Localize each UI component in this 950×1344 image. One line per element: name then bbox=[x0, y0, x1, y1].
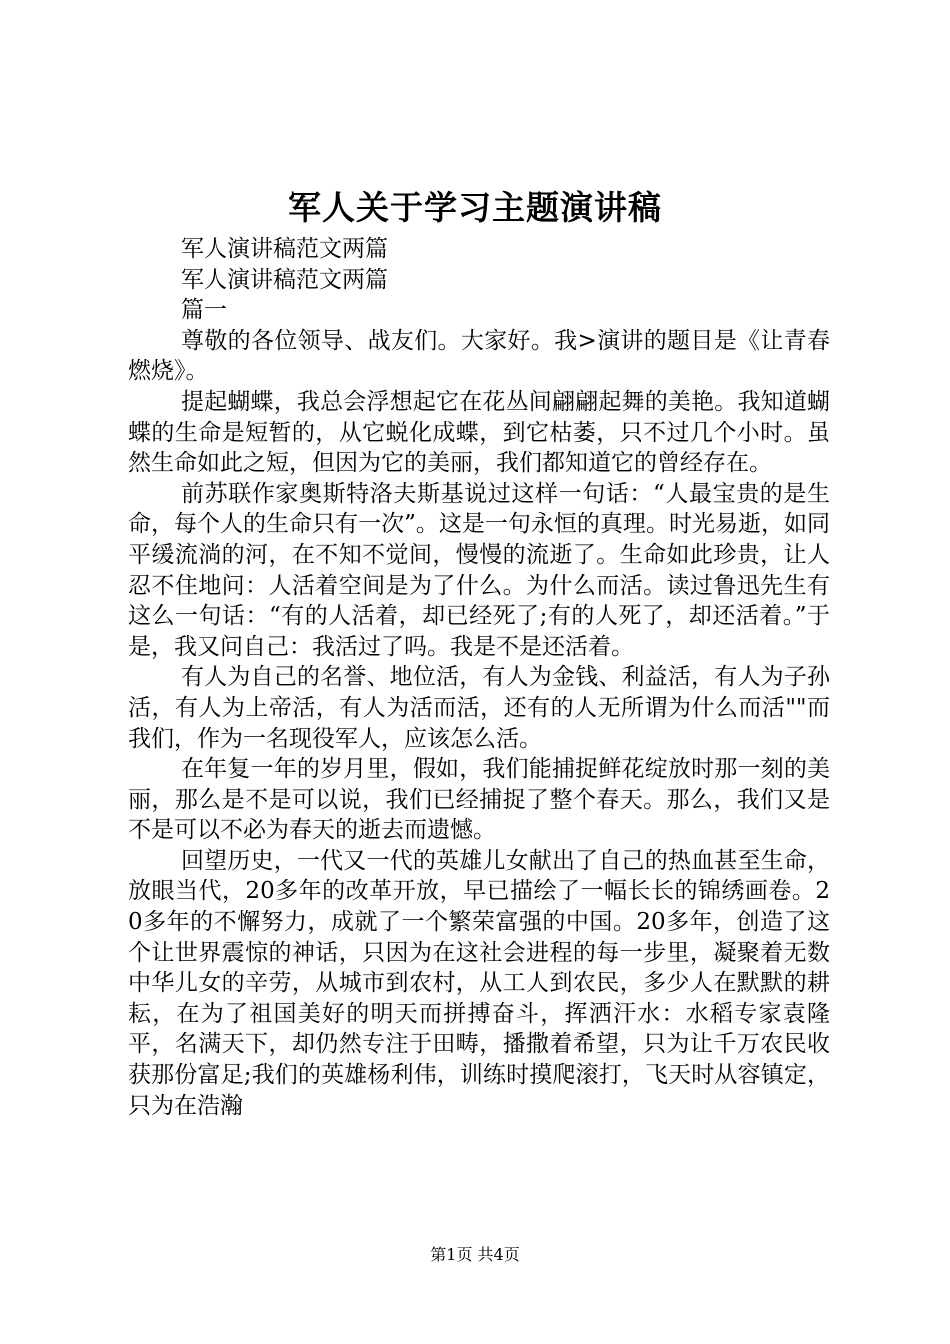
paragraph: 军人演讲稿范文两篇 bbox=[181, 236, 388, 262]
page-number-footer: 第1页 共4页 bbox=[430, 1245, 520, 1264]
paragraph: 军人演讲稿范文两篇 bbox=[181, 266, 388, 293]
paragraph: 回望历史，一代又一代的英雄儿女献出了自己的热血甚至生命，放眼当代，20多年的改革开放，早已描绘了一幅长长的锦绣画卷。20多年的不懈努力，成就了一个繁荣富强的中国。20多年，创造了这个让世界震惊的神话，只因为在这社会进程的每一步里，凝聚着无数中华儿女的辛劳，从城市到农村，从工人到农民，多少人在默默的耕耘，在为了祖国美好的明天而拼搏奋斗，挥洒汗水：水稻专家袁隆平，名满天下，却仍然专注于田畴，播撒着希望，只为让千万农民收获那份富足;我们的英雄杨利伟，训练时摸爬滚打，飞天时从容镇定，只为在浩瀚 bbox=[128, 847, 830, 1119]
document-body bbox=[128, 234, 830, 1121]
paragraph: 前苏联作家奥斯特洛夫斯基说过这样一句话：“人最宝贵的是生命，每个人的生命只有一次”。这是一句永恒的真理。时光易逝，如同平缓流淌的河，在不知不觉间，慢慢的流逝了。生命如此珍贵，让人忍不住地问：人活着空间是为了什么。为什么而活。读过鲁迅先生有这么一句话：“有的人活着，却已经死了;有的人死了，却还活着。”于是，我又问自己：我活过了吗。我是不是还活着。 bbox=[128, 480, 830, 660]
paragraph: 提起蝴蝶，我总会浮想起它在花丛间翩翩起舞的美艳。我知道蝴蝶的生命是短暂的，从它蜕化成蝶，到它枯萎，只不过几个小时。虽然生命如此之短，但因为它的美丽，我们都知道它的曾经存在。 bbox=[128, 388, 830, 477]
paragraph: 篇一 bbox=[181, 297, 227, 324]
paragraph: 有人为自己的名誉、地位活，有人为金钱、利益活，有人为子孙活，有人为上帝活，有人为活而活，还有的人无所谓为什么而活""而我们，作为一名现役军人，应该怎么活。 bbox=[128, 664, 830, 752]
document-title: 军人关于学习主题演讲稿 bbox=[288, 188, 662, 227]
paragraph: 尊敬的各位领导、战友们。大家好。我>演讲的题目是《让青春燃烧》。 bbox=[128, 327, 830, 385]
paragraph: 在年复一年的岁月里，假如，我们能捕捉鲜花绽放时那一刻的美丽，那么是不是可以说，我们已经捕捉了整个春天。那么，我们又是不是可以不必为春天的逝去而遗憾。 bbox=[128, 756, 830, 844]
